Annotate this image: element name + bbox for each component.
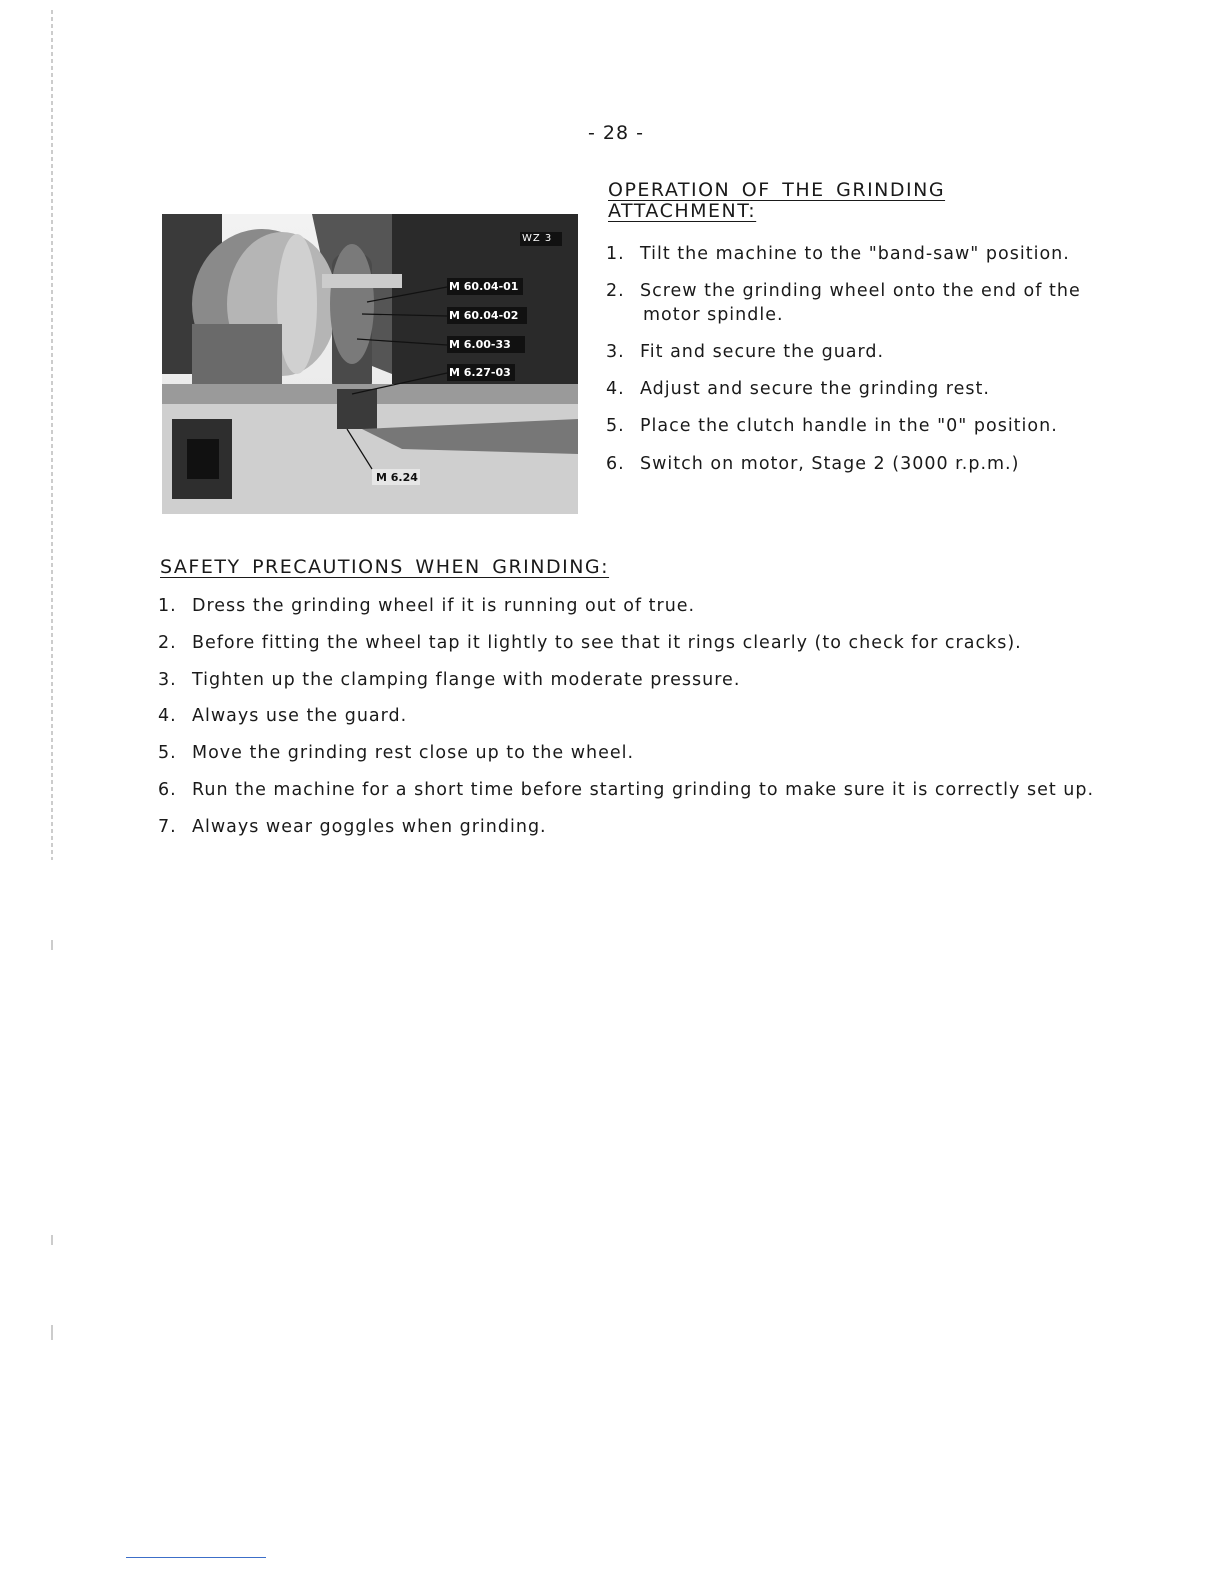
callout-label: M 6.24: [376, 471, 418, 484]
operation-heading: OPERATION OF THE GRINDING ATTACHMENT:: [608, 179, 946, 222]
list-item: 1. Tilt the machine to the "band-saw" position.: [606, 244, 1070, 264]
list-item: 2. Before fitting the wheel tap it lightly to see that it rings clearly (to check for cracks).: [158, 633, 1022, 653]
figure-tag: WZ 3: [522, 233, 553, 244]
list-item: 2. Screw the grinding wheel onto the end of the motor spindle.: [606, 281, 1081, 325]
list-item: 4. Adjust and secure the grinding rest.: [606, 379, 990, 399]
list-item: 7. Always wear goggles when grinding.: [158, 817, 547, 837]
margin-scan-line: [50, 0, 54, 1584]
list-item: 5. Move the grinding rest close up to the wheel.: [158, 743, 635, 763]
callout-label: M 60.04-01: [449, 280, 519, 293]
grinding-attachment-photo: [162, 214, 578, 514]
safety-heading: SAFETY PRECAUTIONS WHEN GRINDING:: [160, 556, 610, 578]
list-item: 3. Tighten up the clamping flange with moderate pressure.: [158, 670, 741, 690]
footnote-rule: [126, 1557, 266, 1558]
list-item: 6. Run the machine for a short time before starting grinding to make sure it is correctly set up.: [158, 780, 1095, 800]
callout-label: M 6.00-33: [449, 338, 511, 351]
callout-label: M 60.04-02: [449, 309, 519, 322]
list-item: 4. Always use the guard.: [158, 706, 408, 726]
list-item: 5. Place the clutch handle in the "0" position.: [606, 416, 1058, 436]
list-item: 6. Switch on motor, Stage 2 (3000 r.p.m.): [606, 454, 1020, 474]
callout-label: M 6.27-03: [449, 366, 511, 379]
list-item: 1. Dress the grinding wheel if it is running out of true.: [158, 596, 696, 616]
page-number: - 28 -: [588, 122, 644, 144]
list-item: 3. Fit and secure the guard.: [606, 342, 885, 362]
